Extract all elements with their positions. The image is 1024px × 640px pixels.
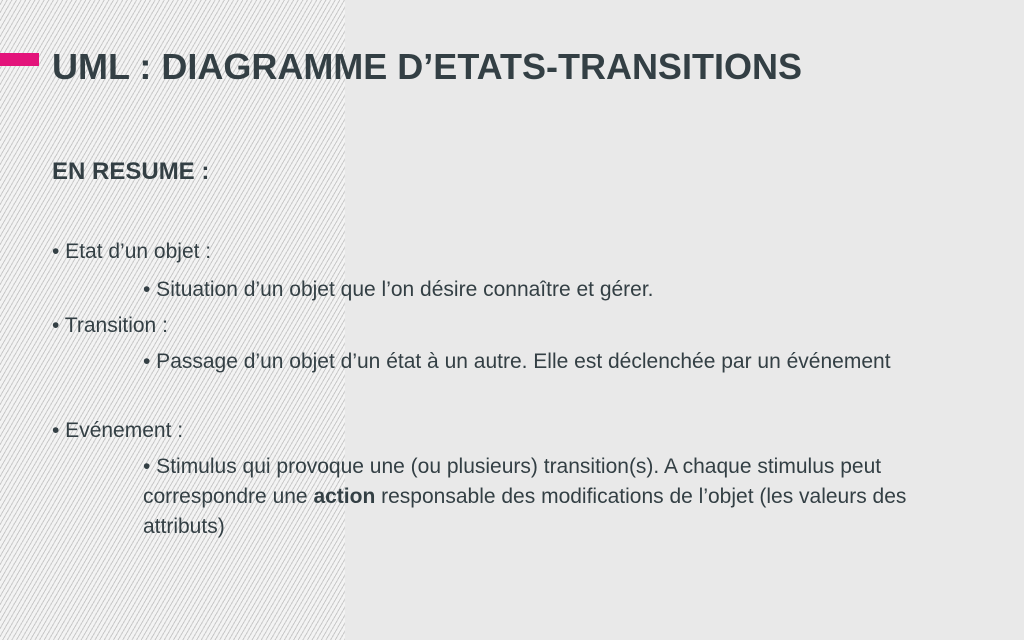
- action-keyword: action: [313, 485, 376, 508]
- section-heading: EN RESUME :: [52, 158, 210, 185]
- bullet-evenement-detail: [143, 452, 943, 542]
- slide-title: UML : DIAGRAMME D’ETATS-TRANSITIONS: [52, 46, 802, 87]
- bullet-etat-objet: • Etat d’un objet :: [52, 240, 212, 263]
- bullet-evenement-detail-text-end: responsable des modifications de l’objet (les valeurs des attributs): [143, 485, 907, 538]
- bullet-transition: • Transition :: [52, 314, 168, 337]
- title-accent-bar: [0, 53, 39, 66]
- bullet-evenement: • Evénement :: [52, 419, 184, 442]
- bullet-evenement-detail-text: • Stimulus qui provoque une (ou plusieurs) transition(s). A chaque stimulus peut correspondre une: [143, 455, 882, 508]
- bullet-transition-detail: • Passage d’un objet d’un état à un autre. Elle est déclenchée par un événement: [143, 350, 891, 373]
- bullet-etat-objet-detail: • Situation d’un objet que l’on désire connaître et gérer.: [143, 278, 654, 301]
